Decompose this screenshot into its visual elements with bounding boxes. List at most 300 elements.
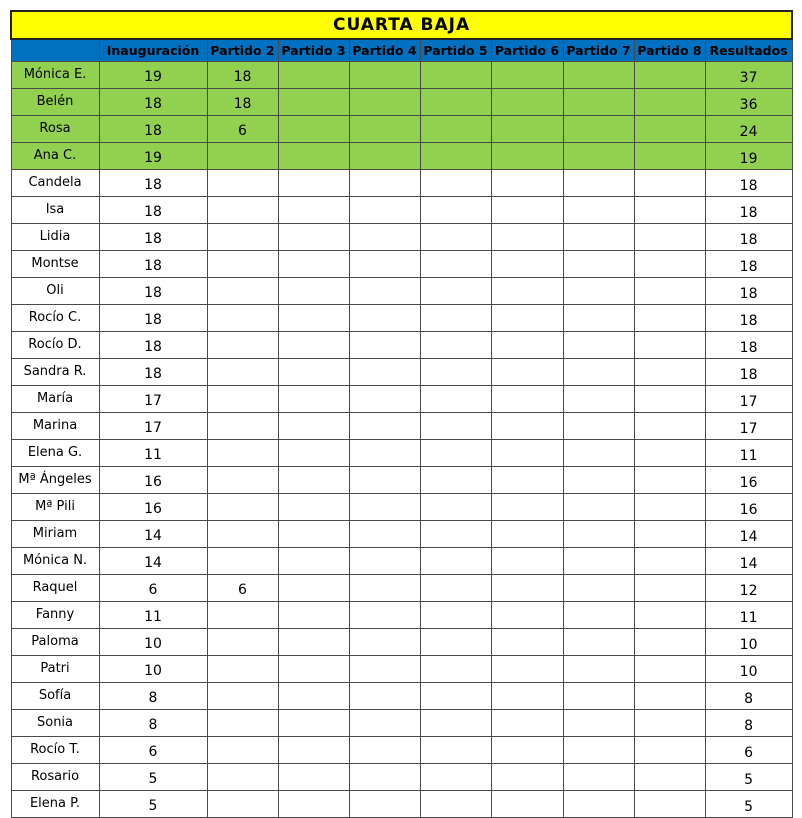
partido-6-cell	[491, 764, 563, 791]
partido-6-cell	[491, 386, 563, 413]
partido-6-cell	[491, 710, 563, 737]
resultados-cell: 10	[705, 656, 792, 683]
player-name-cell: Marina	[11, 413, 99, 440]
partido-2-cell: 18	[207, 89, 278, 116]
partido-8-cell	[634, 251, 705, 278]
partido-6-cell	[491, 521, 563, 548]
partido-4-cell	[349, 278, 420, 305]
inauguracion-cell: 6	[99, 575, 207, 602]
partido-3-cell	[278, 791, 349, 818]
partido-5-cell	[420, 197, 491, 224]
partido-8-cell	[634, 575, 705, 602]
partido-2-cell	[207, 305, 278, 332]
partido-5-cell	[420, 521, 491, 548]
partido-2-cell	[207, 278, 278, 305]
player-name-cell: Sandra R.	[11, 359, 99, 386]
inauguracion-cell: 18	[99, 116, 207, 143]
partido-6-cell	[491, 548, 563, 575]
partido-4-cell	[349, 116, 420, 143]
header-cell-partido-3: Partido 3	[278, 39, 349, 62]
partido-5-cell	[420, 89, 491, 116]
player-name-cell: Mónica E.	[11, 62, 99, 89]
table-row	[11, 764, 792, 791]
partido-7-cell	[563, 332, 634, 359]
partido-3-cell	[278, 197, 349, 224]
player-name-cell: Mª Pili	[11, 494, 99, 521]
partido-4-cell	[349, 62, 420, 89]
resultados-cell: 18	[705, 251, 792, 278]
partido-4-cell	[349, 305, 420, 332]
partido-7-cell	[563, 737, 634, 764]
partido-8-cell	[634, 737, 705, 764]
partido-2-cell	[207, 629, 278, 656]
resultados-cell: 8	[705, 710, 792, 737]
partido-8-cell	[634, 764, 705, 791]
inauguracion-cell: 16	[99, 467, 207, 494]
partido-6-cell	[491, 332, 563, 359]
inauguracion-cell: 14	[99, 548, 207, 575]
partido-5-cell	[420, 683, 491, 710]
inauguracion-cell: 17	[99, 413, 207, 440]
resultados-cell: 18	[705, 197, 792, 224]
table-row	[11, 170, 792, 197]
partido-6-cell	[491, 494, 563, 521]
table-row	[11, 89, 792, 116]
partido-3-cell	[278, 575, 349, 602]
inauguracion-cell: 16	[99, 494, 207, 521]
partido-4-cell	[349, 143, 420, 170]
inauguracion-cell: 8	[99, 710, 207, 737]
inauguracion-cell: 5	[99, 791, 207, 818]
partido-8-cell	[634, 332, 705, 359]
resultados-cell: 8	[705, 683, 792, 710]
partido-8-cell	[634, 629, 705, 656]
partido-5-cell	[420, 62, 491, 89]
partido-5-cell	[420, 737, 491, 764]
partido-4-cell	[349, 629, 420, 656]
table-row	[11, 197, 792, 224]
resultados-cell: 16	[705, 494, 792, 521]
inauguracion-cell: 14	[99, 521, 207, 548]
partido-2-cell	[207, 224, 278, 251]
partido-5-cell	[420, 656, 491, 683]
partido-7-cell	[563, 359, 634, 386]
player-name-cell: Elena P.	[11, 791, 99, 818]
resultados-cell: 16	[705, 467, 792, 494]
partido-5-cell	[420, 413, 491, 440]
player-name-cell: Raquel	[11, 575, 99, 602]
table-row	[11, 467, 792, 494]
inauguracion-cell: 18	[99, 332, 207, 359]
table-row	[11, 548, 792, 575]
inauguracion-cell: 18	[99, 170, 207, 197]
partido-7-cell	[563, 521, 634, 548]
partido-4-cell	[349, 467, 420, 494]
resultados-cell: 18	[705, 224, 792, 251]
partido-2-cell	[207, 143, 278, 170]
player-name-cell: Candela	[11, 170, 99, 197]
partido-3-cell	[278, 89, 349, 116]
partido-8-cell	[634, 170, 705, 197]
partido-8-cell	[634, 197, 705, 224]
partido-4-cell	[349, 440, 420, 467]
partido-5-cell	[420, 440, 491, 467]
partido-6-cell	[491, 575, 563, 602]
table-body	[11, 62, 792, 818]
partido-3-cell	[278, 710, 349, 737]
resultados-cell: 19	[705, 143, 792, 170]
resultados-cell: 14	[705, 521, 792, 548]
partido-3-cell	[278, 548, 349, 575]
partido-4-cell	[349, 170, 420, 197]
table-row	[11, 575, 792, 602]
partido-5-cell	[420, 116, 491, 143]
partido-3-cell	[278, 386, 349, 413]
partido-3-cell	[278, 359, 349, 386]
resultados-cell: 11	[705, 440, 792, 467]
partido-4-cell	[349, 602, 420, 629]
partido-3-cell	[278, 494, 349, 521]
partido-3-cell	[278, 764, 349, 791]
resultados-cell: 18	[705, 332, 792, 359]
partido-7-cell	[563, 143, 634, 170]
table-row	[11, 710, 792, 737]
partido-4-cell	[349, 710, 420, 737]
player-name-cell: Oli	[11, 278, 99, 305]
table-row	[11, 494, 792, 521]
partido-6-cell	[491, 602, 563, 629]
partido-4-cell	[349, 251, 420, 278]
partido-7-cell	[563, 440, 634, 467]
partido-8-cell	[634, 116, 705, 143]
partido-3-cell	[278, 467, 349, 494]
partido-7-cell	[563, 197, 634, 224]
player-name-cell: Sonia	[11, 710, 99, 737]
table-row	[11, 737, 792, 764]
resultados-cell: 18	[705, 170, 792, 197]
header-cell-partido-8: Partido 8	[634, 39, 705, 62]
partido-2-cell: 6	[207, 575, 278, 602]
partido-7-cell	[563, 575, 634, 602]
partido-2-cell	[207, 602, 278, 629]
partido-4-cell	[349, 197, 420, 224]
partido-3-cell	[278, 521, 349, 548]
inauguracion-cell: 10	[99, 656, 207, 683]
player-name-cell: María	[11, 386, 99, 413]
player-name-cell: Ana C.	[11, 143, 99, 170]
score-sheet	[10, 10, 791, 818]
partido-7-cell	[563, 494, 634, 521]
partido-2-cell	[207, 521, 278, 548]
resultados-cell: 11	[705, 602, 792, 629]
partido-6-cell	[491, 278, 563, 305]
player-name-cell: Elena G.	[11, 440, 99, 467]
partido-5-cell	[420, 494, 491, 521]
inauguracion-cell: 10	[99, 629, 207, 656]
partido-2-cell	[207, 332, 278, 359]
partido-5-cell	[420, 764, 491, 791]
partido-8-cell	[634, 710, 705, 737]
table-row	[11, 602, 792, 629]
table-row	[11, 251, 792, 278]
partido-6-cell	[491, 197, 563, 224]
partido-3-cell	[278, 602, 349, 629]
partido-6-cell	[491, 143, 563, 170]
partido-8-cell	[634, 548, 705, 575]
inauguracion-cell: 19	[99, 62, 207, 89]
partido-2-cell	[207, 467, 278, 494]
player-name-cell: Rocío T.	[11, 737, 99, 764]
partido-5-cell	[420, 548, 491, 575]
partido-2-cell	[207, 764, 278, 791]
player-name-cell: Isa	[11, 197, 99, 224]
partido-7-cell	[563, 548, 634, 575]
player-name-cell: Paloma	[11, 629, 99, 656]
partido-7-cell	[563, 116, 634, 143]
header-row	[11, 39, 792, 62]
partido-8-cell	[634, 386, 705, 413]
partido-3-cell	[278, 683, 349, 710]
inauguracion-cell: 18	[99, 224, 207, 251]
partido-8-cell	[634, 224, 705, 251]
partido-6-cell	[491, 737, 563, 764]
partido-4-cell	[349, 332, 420, 359]
partido-5-cell	[420, 224, 491, 251]
partido-4-cell	[349, 683, 420, 710]
partido-7-cell	[563, 656, 634, 683]
resultados-cell: 24	[705, 116, 792, 143]
partido-2-cell	[207, 656, 278, 683]
partido-6-cell	[491, 89, 563, 116]
partido-3-cell	[278, 143, 349, 170]
partido-7-cell	[563, 251, 634, 278]
player-name-cell: Mónica N.	[11, 548, 99, 575]
partido-3-cell	[278, 332, 349, 359]
partido-7-cell	[563, 467, 634, 494]
partido-5-cell	[420, 143, 491, 170]
partido-8-cell	[634, 413, 705, 440]
partido-8-cell	[634, 89, 705, 116]
player-name-cell: Rocío C.	[11, 305, 99, 332]
table-row	[11, 413, 792, 440]
header-cell-partido-2: Partido 2	[207, 39, 278, 62]
resultados-cell: 36	[705, 89, 792, 116]
inauguracion-cell: 11	[99, 602, 207, 629]
partido-2-cell	[207, 791, 278, 818]
partido-6-cell	[491, 440, 563, 467]
player-name-cell: Mª Ángeles	[11, 467, 99, 494]
partido-8-cell	[634, 494, 705, 521]
table-row	[11, 521, 792, 548]
partido-8-cell	[634, 791, 705, 818]
partido-2-cell	[207, 251, 278, 278]
partido-5-cell	[420, 710, 491, 737]
player-name-cell: Rosa	[11, 116, 99, 143]
resultados-cell: 18	[705, 359, 792, 386]
partido-2-cell	[207, 359, 278, 386]
header-cell-partido-6: Partido 6	[491, 39, 563, 62]
partido-2-cell	[207, 170, 278, 197]
score-table	[10, 10, 793, 818]
partido-6-cell	[491, 116, 563, 143]
partido-3-cell	[278, 413, 349, 440]
player-name-cell: Patri	[11, 656, 99, 683]
table-row	[11, 143, 792, 170]
partido-5-cell	[420, 602, 491, 629]
partido-8-cell	[634, 305, 705, 332]
partido-6-cell	[491, 413, 563, 440]
partido-5-cell	[420, 251, 491, 278]
partido-3-cell	[278, 278, 349, 305]
header-cell-partido-4: Partido 4	[349, 39, 420, 62]
resultados-cell: 10	[705, 629, 792, 656]
partido-3-cell	[278, 629, 349, 656]
partido-4-cell	[349, 359, 420, 386]
partido-2-cell	[207, 737, 278, 764]
table-row	[11, 278, 792, 305]
inauguracion-cell: 18	[99, 305, 207, 332]
table-row	[11, 305, 792, 332]
table-row	[11, 62, 792, 89]
partido-7-cell	[563, 764, 634, 791]
partido-6-cell	[491, 305, 563, 332]
partido-4-cell	[349, 521, 420, 548]
partido-7-cell	[563, 224, 634, 251]
partido-3-cell	[278, 305, 349, 332]
partido-8-cell	[634, 278, 705, 305]
resultados-cell: 14	[705, 548, 792, 575]
partido-7-cell	[563, 683, 634, 710]
resultados-cell: 18	[705, 278, 792, 305]
partido-5-cell	[420, 791, 491, 818]
resultados-cell: 5	[705, 791, 792, 818]
partido-3-cell	[278, 224, 349, 251]
partido-7-cell	[563, 791, 634, 818]
partido-4-cell	[349, 386, 420, 413]
table-row	[11, 440, 792, 467]
table-row	[11, 791, 792, 818]
resultados-cell: 5	[705, 764, 792, 791]
partido-7-cell	[563, 602, 634, 629]
partido-5-cell	[420, 629, 491, 656]
partido-6-cell	[491, 467, 563, 494]
partido-6-cell	[491, 629, 563, 656]
table-row	[11, 332, 792, 359]
inauguracion-cell: 18	[99, 197, 207, 224]
partido-4-cell	[349, 791, 420, 818]
partido-8-cell	[634, 143, 705, 170]
partido-7-cell	[563, 629, 634, 656]
partido-4-cell	[349, 494, 420, 521]
partido-7-cell	[563, 710, 634, 737]
header-cell-inauguracion: Inauguración	[99, 39, 207, 62]
partido-5-cell	[420, 332, 491, 359]
partido-2-cell: 6	[207, 116, 278, 143]
player-name-cell: Montse	[11, 251, 99, 278]
inauguracion-cell: 8	[99, 683, 207, 710]
sheet-title: CUARTA BAJA	[11, 11, 792, 39]
player-name-cell: Belén	[11, 89, 99, 116]
partido-6-cell	[491, 251, 563, 278]
partido-7-cell	[563, 62, 634, 89]
partido-6-cell	[491, 359, 563, 386]
partido-2-cell	[207, 548, 278, 575]
table-row	[11, 386, 792, 413]
partido-2-cell	[207, 440, 278, 467]
partido-6-cell	[491, 170, 563, 197]
partido-7-cell	[563, 386, 634, 413]
player-name-cell: Lidia	[11, 224, 99, 251]
inauguracion-cell: 18	[99, 89, 207, 116]
inauguracion-cell: 5	[99, 764, 207, 791]
partido-7-cell	[563, 89, 634, 116]
partido-2-cell: 18	[207, 62, 278, 89]
partido-4-cell	[349, 413, 420, 440]
header-cell-resultados: Resultados	[705, 39, 792, 62]
partido-5-cell	[420, 575, 491, 602]
header-cell-partido-5: Partido 5	[420, 39, 491, 62]
partido-8-cell	[634, 359, 705, 386]
partido-5-cell	[420, 305, 491, 332]
resultados-cell: 6	[705, 737, 792, 764]
partido-3-cell	[278, 656, 349, 683]
header-cell-name	[11, 39, 99, 62]
inauguracion-cell: 19	[99, 143, 207, 170]
partido-5-cell	[420, 359, 491, 386]
inauguracion-cell: 17	[99, 386, 207, 413]
partido-5-cell	[420, 278, 491, 305]
resultados-cell: 17	[705, 413, 792, 440]
table-row	[11, 629, 792, 656]
partido-6-cell	[491, 62, 563, 89]
partido-5-cell	[420, 467, 491, 494]
partido-8-cell	[634, 683, 705, 710]
partido-8-cell	[634, 602, 705, 629]
player-name-cell: Rosario	[11, 764, 99, 791]
partido-7-cell	[563, 413, 634, 440]
partido-2-cell	[207, 710, 278, 737]
partido-7-cell	[563, 278, 634, 305]
partido-4-cell	[349, 764, 420, 791]
partido-8-cell	[634, 656, 705, 683]
partido-8-cell	[634, 521, 705, 548]
partido-4-cell	[349, 737, 420, 764]
partido-4-cell	[349, 656, 420, 683]
partido-7-cell	[563, 170, 634, 197]
partido-8-cell	[634, 440, 705, 467]
resultados-cell: 17	[705, 386, 792, 413]
player-name-cell: Rocío D.	[11, 332, 99, 359]
partido-5-cell	[420, 386, 491, 413]
table-row	[11, 683, 792, 710]
partido-4-cell	[349, 548, 420, 575]
partido-2-cell	[207, 683, 278, 710]
resultados-cell: 12	[705, 575, 792, 602]
table-row	[11, 116, 792, 143]
resultados-cell: 18	[705, 305, 792, 332]
partido-3-cell	[278, 116, 349, 143]
player-name-cell: Sofía	[11, 683, 99, 710]
resultados-cell: 37	[705, 62, 792, 89]
partido-3-cell	[278, 170, 349, 197]
inauguracion-cell: 18	[99, 359, 207, 386]
partido-6-cell	[491, 656, 563, 683]
table-row	[11, 656, 792, 683]
partido-3-cell	[278, 737, 349, 764]
partido-7-cell	[563, 305, 634, 332]
table-row	[11, 224, 792, 251]
inauguracion-cell: 6	[99, 737, 207, 764]
